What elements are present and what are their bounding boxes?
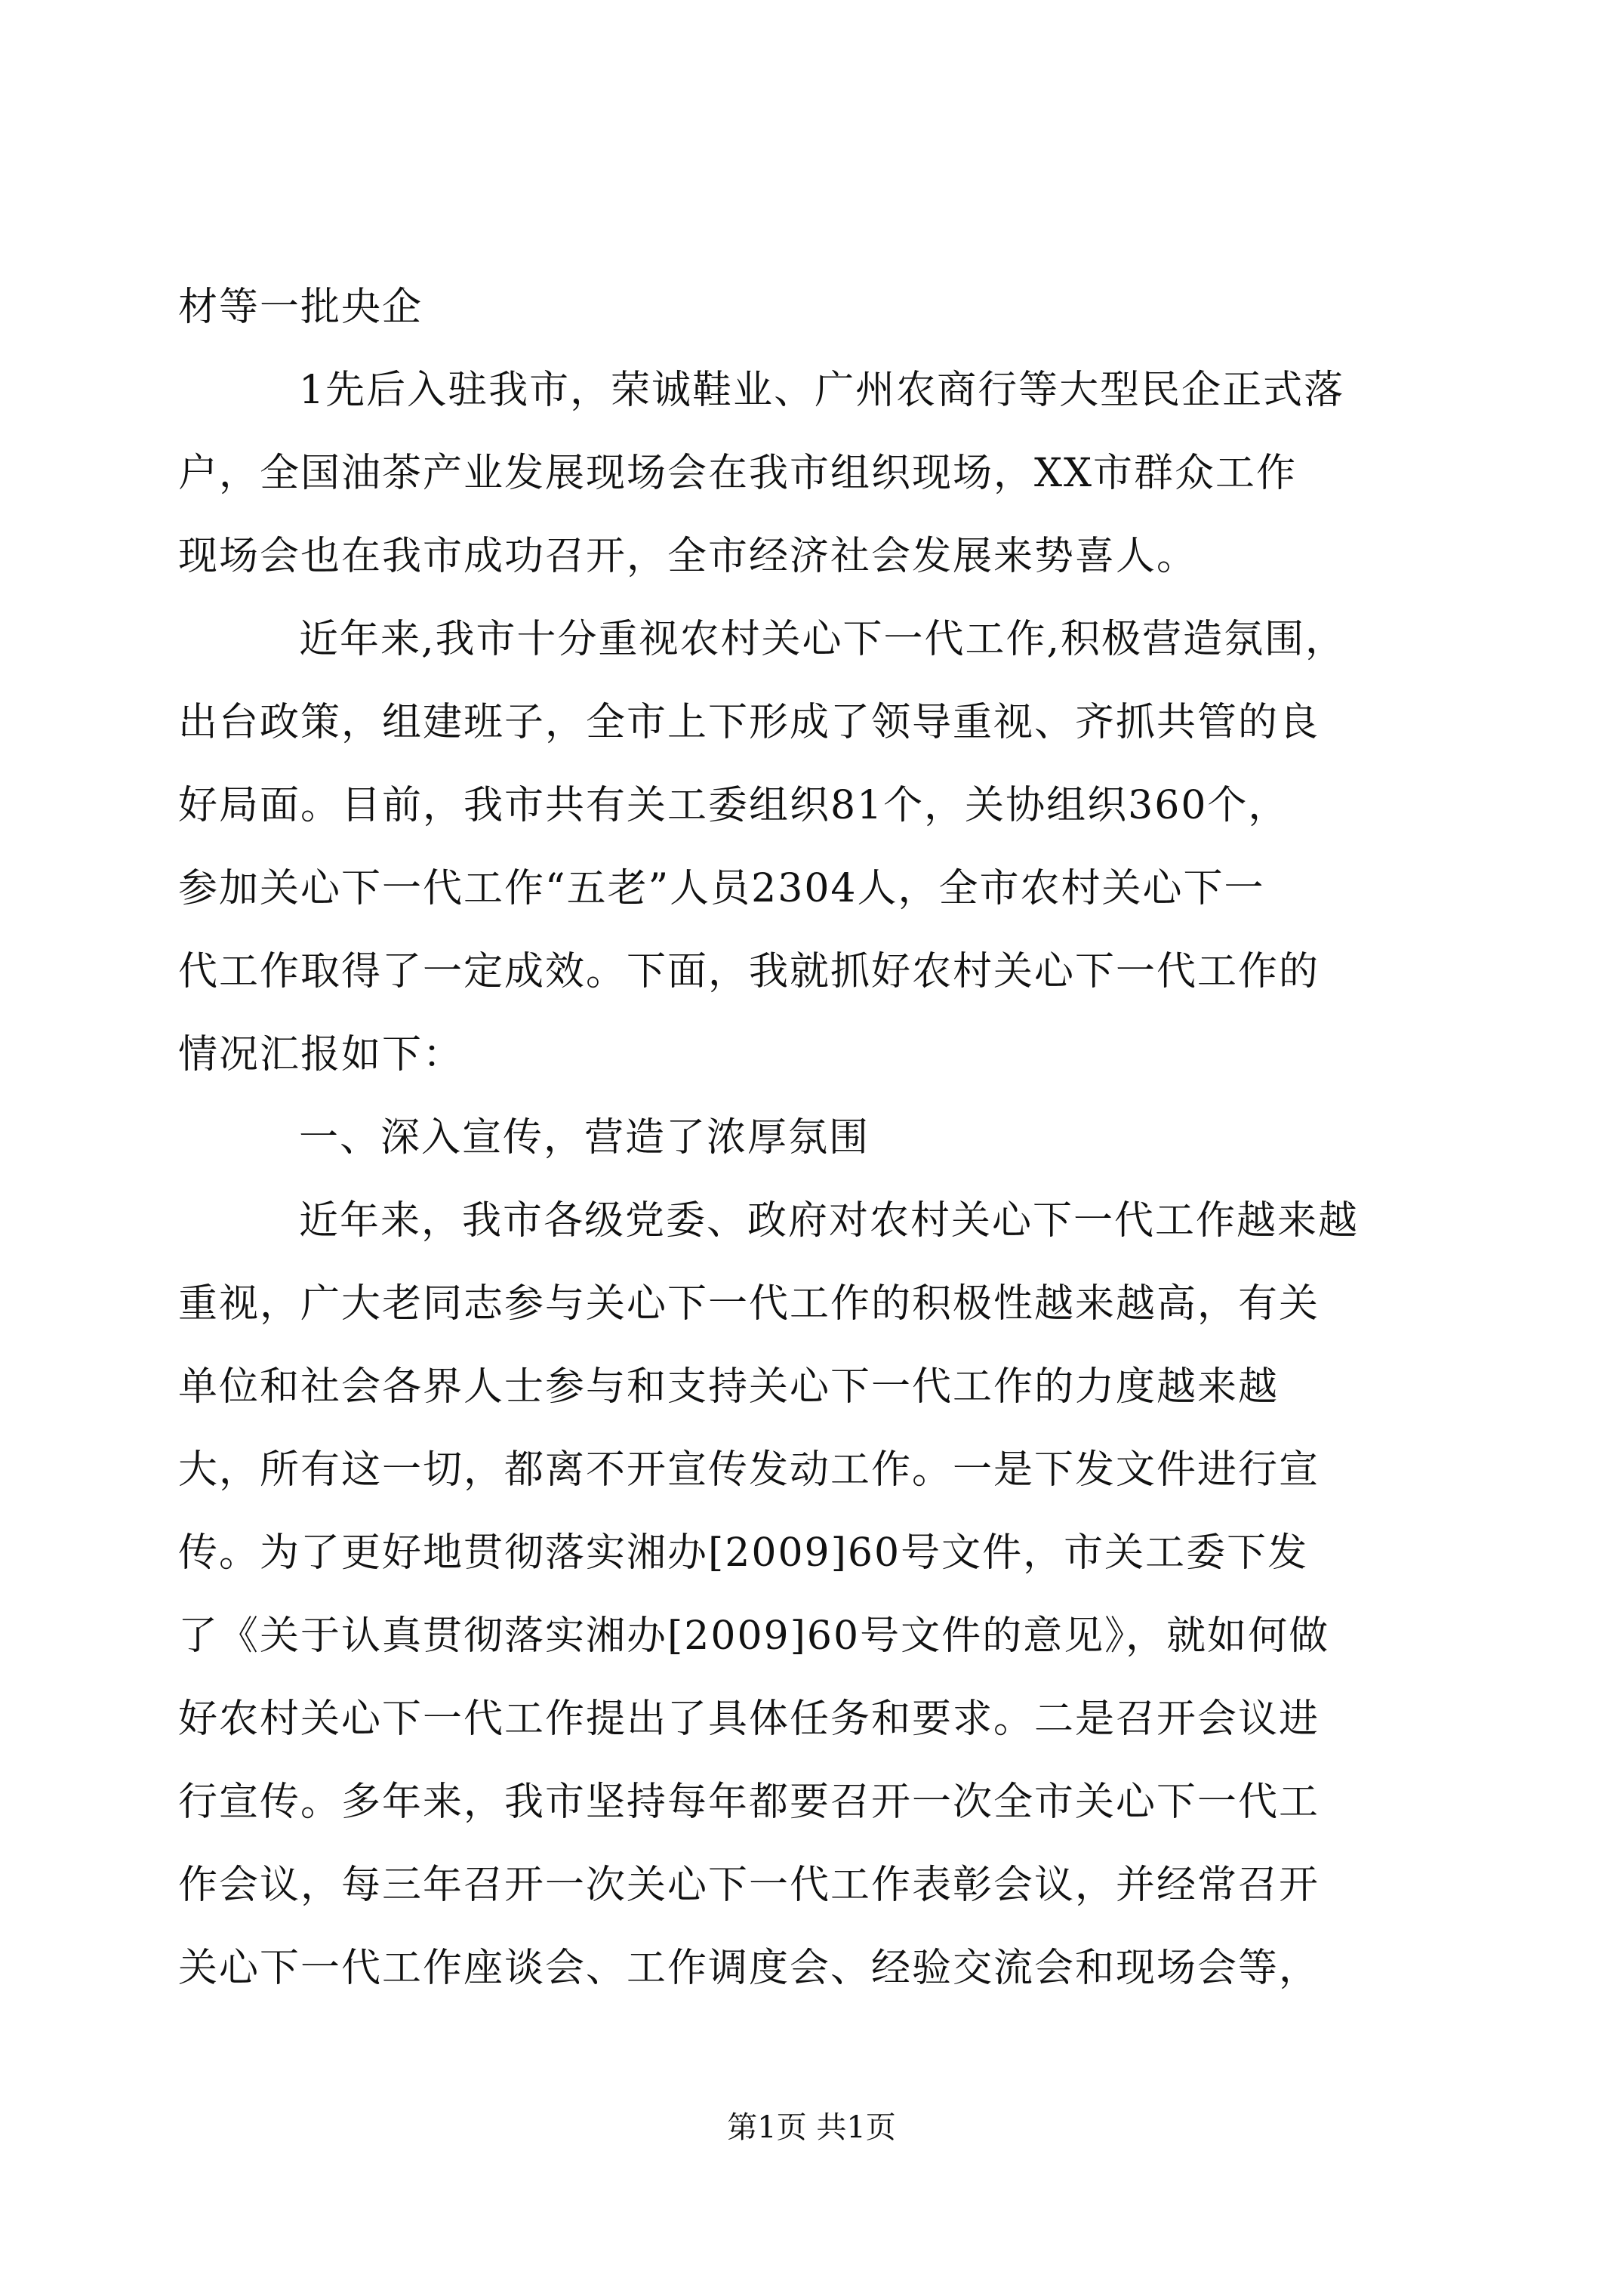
text-line: 关心下一代工作座谈会、工作调度会、经验交流会和现场会等， (178, 1946, 1320, 1991)
text-line: 参加关心下一代工作“五老”人员2304人，全市农村关心下一 (178, 866, 1265, 911)
page-footer (0, 2105, 1623, 2150)
paragraph-first-line: 近年来，我市各级党委、政府对农村关心下一代工作越来越 (299, 1198, 1360, 1244)
text-line: 重视，广大老同志参与关心下一代工作的积极性越来越高，有关 (178, 1281, 1320, 1327)
text-line: 出台政策，组建班子，全市上下形成了领导重视、齐抓共管的良 (178, 700, 1320, 745)
text-line: 单位和社会各界人士参与和支持关心下一代工作的力度越来越 (178, 1364, 1280, 1410)
section-heading: 一、深入宣传，营造了浓厚氛围 (299, 1115, 870, 1160)
page-number-label: 第1页 共1页 (727, 2110, 896, 2145)
text-line: 行宣传。多年来，我市坚持每年都要召开一次全市关心下一代工 (178, 1780, 1320, 1825)
text-line: 户，全国油茶产业发展现场会在我市组织现场，XX市群众工作 (178, 451, 1298, 496)
text-line: 作会议，每三年召开一次关心下一代工作表彰会议，并经常召开 (178, 1863, 1320, 1908)
text-line: 现场会也在我市成功召开，全市经济社会发展来势喜人。 (178, 534, 1198, 579)
text-line: 大，所有这一切，都离不开宣传发动工作。一是下发文件进行宣 (178, 1447, 1320, 1493)
text-line: 了《关于认真贯彻落实湘办[2009]60号文件的意见》，就如何做 (178, 1613, 1330, 1659)
paragraph-first-line: 近年来,我市十分重视农村关心下一代工作,积极营造氛围， (299, 617, 1347, 662)
text-line: 代工作取得了一定成效。下面，我就抓好农村关心下一代工作的 (178, 949, 1320, 994)
text-line: 传。为了更好地贯彻落实湘办[2009]60号文件，市关工委下发 (178, 1530, 1309, 1576)
text-line: 好农村关心下一代工作提出了具体任务和要求。二是召开会议进 (178, 1697, 1320, 1742)
paragraph-first-line: 1先后入驻我市，荣诚鞋业、广州农商行等大型民企正式落 (299, 368, 1345, 413)
text-line: 好局面。目前，我市共有关工委组织81个，关协组织360个， (178, 783, 1289, 828)
text-line: 情况汇报如下： (178, 1032, 464, 1077)
text-line: 材等一批央企 (178, 285, 423, 330)
